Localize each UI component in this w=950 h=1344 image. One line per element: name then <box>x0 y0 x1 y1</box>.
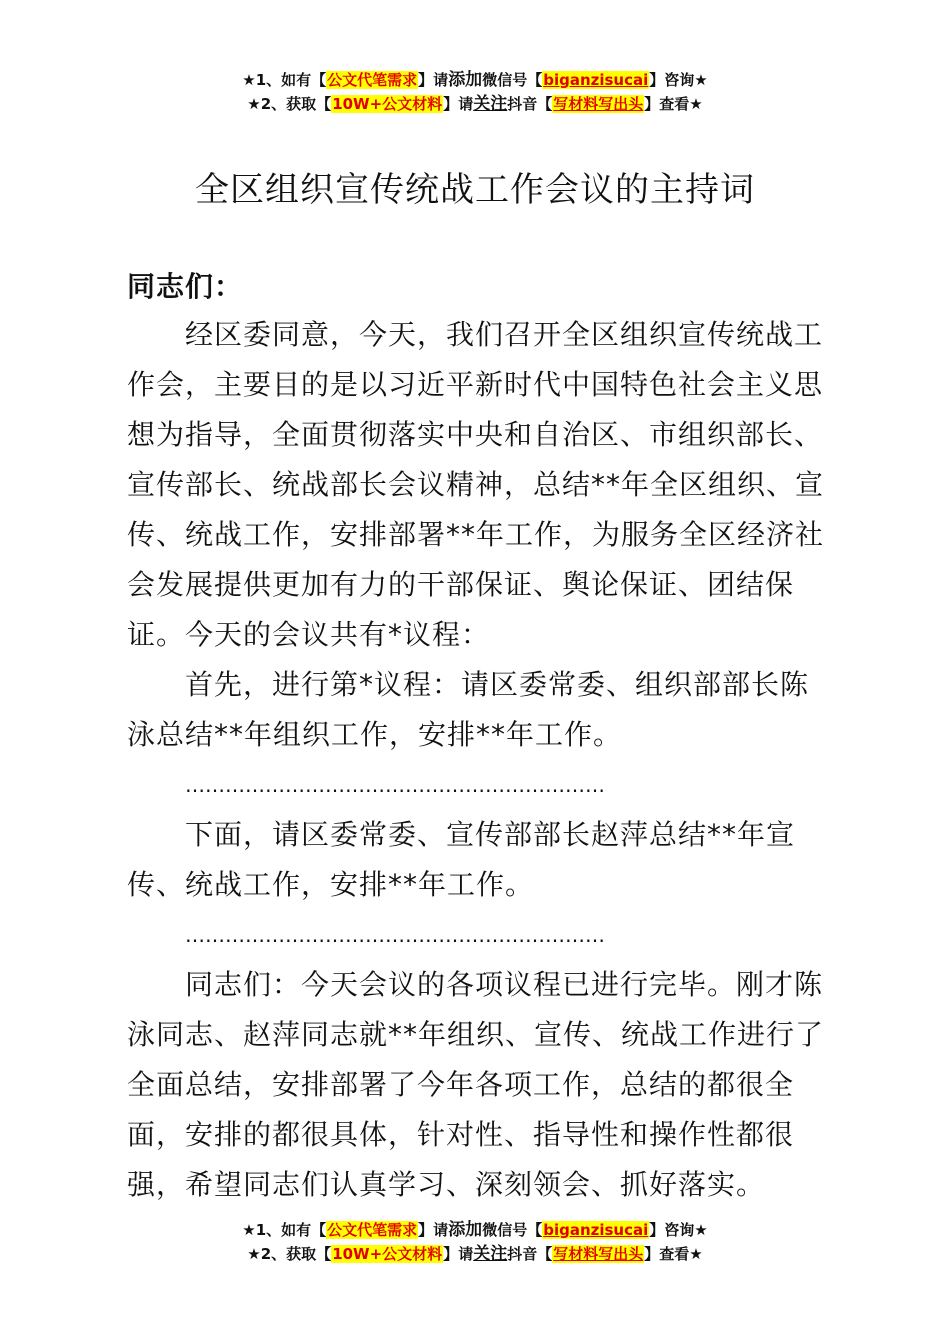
promo-text: 关注 <box>473 1244 508 1264</box>
promo-text: 】咨询★ <box>649 1221 708 1239</box>
promo-text: ★1、如有【 <box>242 71 327 89</box>
promo-text: 】咨询★ <box>649 71 708 89</box>
promo-text: 】查看★ <box>644 95 703 113</box>
paragraph-opening: 经区委同意，今天，我们召开全区组织宣传统战工作会，主要目的是以习近平新时代中国特色社会主义思想为指导，全面贯彻落实中央和自治区、市组织部长、宣传部长、统战部长会议精神，总结**年全区组织、宣传、统战工作，安排部署**年工作，为服务全区经济社会发展提供更加有力的干部保证、舆论保证、团结保证。 <box>127 318 825 651</box>
promo-highlight: 10W+公文材料 <box>332 1245 443 1263</box>
document-title: 全区组织宣传统战工作会议的主持词 <box>195 170 755 210</box>
promo-highlight: 公文代笔需求 <box>327 1221 418 1239</box>
paragraph-agenda: 今天的会议共有*议程： <box>185 618 491 651</box>
promo-text: ★2、获取【 <box>247 1245 332 1263</box>
promo-text: 抖音【 <box>507 95 553 113</box>
greeting: 同志们： <box>127 270 244 303</box>
promo-text: 】请 <box>443 1245 474 1263</box>
promo-text: ★2、获取【 <box>247 95 332 113</box>
promo-text: 添加 <box>448 1220 483 1240</box>
promo-text: 】查看★ <box>644 1245 703 1263</box>
wechat-id-highlight: biganzisucai <box>543 1221 649 1239</box>
promo-text: 微信号【 <box>482 1221 543 1239</box>
ellipsis-separator: ……………………………………………………… <box>185 773 605 797</box>
paragraph-closing: 同志们：今天会议的各项议程已进行完毕。刚才陈泳同志、赵萍同志就**年组织、宣传、统战工作进行了全面总结，安排部署了今年各项工作，总结的都很全面，安排的都很具体，针对性、指导性和操作性都很强，希望同志们认真学习、深刻领会、抓好落实。 <box>127 968 825 1201</box>
promo-line-1 <box>0 68 950 92</box>
promo-text: 添加 <box>448 70 483 90</box>
promo-banner-top <box>0 68 950 116</box>
ellipsis-separator: ……………………………………………………… <box>185 923 605 947</box>
paragraph-first-item: 首先，进行第*议程：请区委常委、组织部部长陈泳总结**年组织工作，安排**年工作。 <box>127 668 810 751</box>
promo-text: 】请 <box>443 95 474 113</box>
promo-text: 关注 <box>473 94 508 114</box>
promo-line-2 <box>0 1242 950 1266</box>
douyin-id-highlight: 写材料写出头 <box>553 95 644 113</box>
promo-text: ★1、如有【 <box>242 1221 327 1239</box>
paragraph-second-item: 下面，请区委常委、宣传部部长赵萍总结**年宣传、统战工作，安排**年工作。 <box>127 818 796 901</box>
promo-text: 微信号【 <box>482 71 543 89</box>
wechat-id-highlight: biganzisucai <box>543 71 649 89</box>
promo-text: 】请 <box>418 71 449 89</box>
douyin-id-highlight: 写材料写出头 <box>553 1245 644 1263</box>
promo-text: 抖音【 <box>507 1245 553 1263</box>
promo-highlight: 10W+公文材料 <box>332 95 443 113</box>
promo-highlight: 公文代笔需求 <box>327 71 418 89</box>
promo-text: 】请 <box>418 1221 449 1239</box>
promo-line-2 <box>0 92 950 116</box>
promo-banner-bottom <box>0 1218 950 1266</box>
promo-line-1 <box>0 1218 950 1242</box>
